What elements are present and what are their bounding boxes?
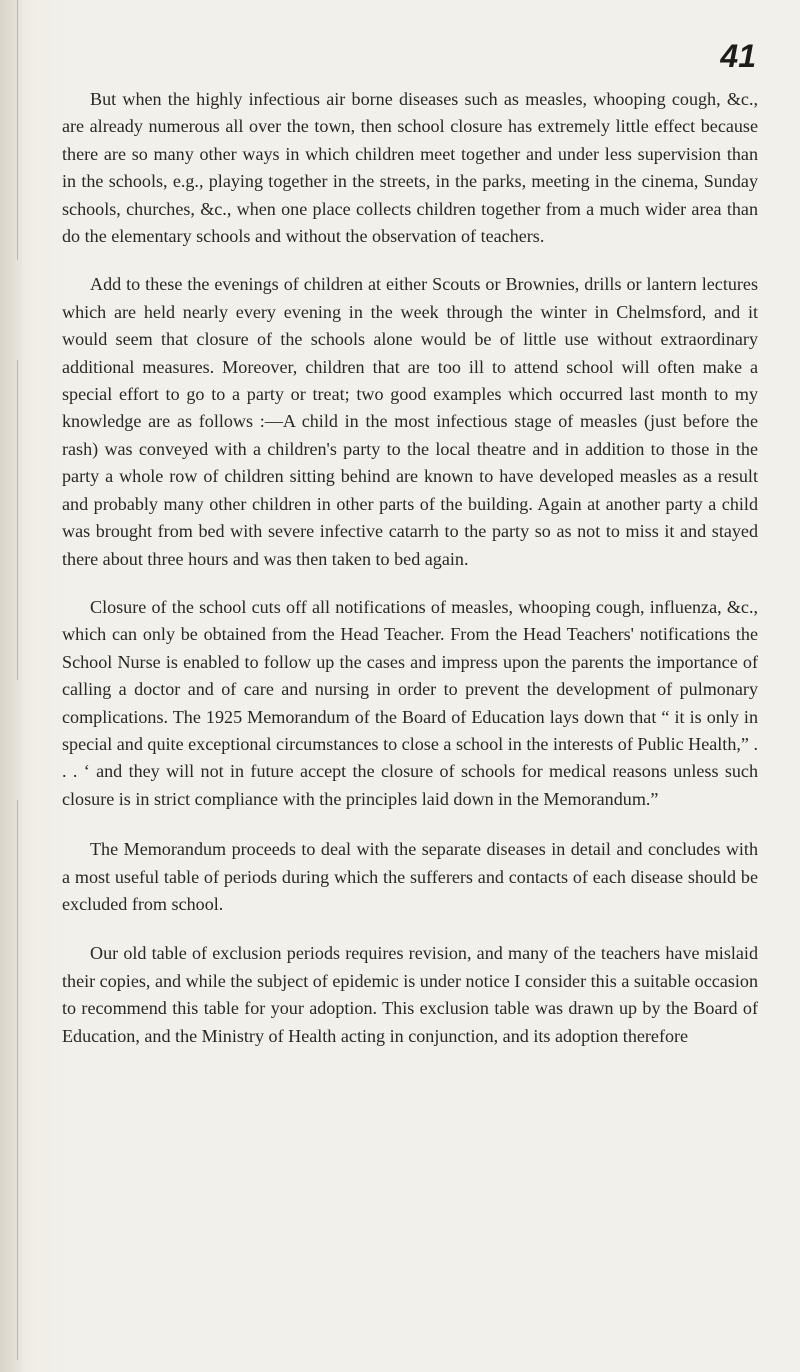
paragraph-notifications: Closure of the school cuts off all notifications of measles, whooping cough, influenza, &c., which can only be obtained from the Head Teacher. From the Head Teachers' notifications the School Nurse is enabled to follow up the cases and impress upon the parents the importance of calling a doctor and of care and nursing in order to prevent the development of pulmonary complications. The 1925 Memorandum of the Board of Education lays down that “ it is only in special and quite exceptional circumstances to close a school in the interests of Public Health,” . . . ‘ and they will not in future accept the closure of schools for medical reasons unless such closure is in strict compliance with the principles laid down in the Memorandum.” <box>62 596 758 809</box>
paragraph-evening-activities: Add to these the evenings of children at either Scouts or Brownies, drills or lantern lectures which are held nearly every evening in the week through the winter in Chelmsford, and it would seem that closure of the schools alone would be of little use without extraordinary additional measures. Moreover, children that are too ill to attend school will often make a special effort to go to a party or treat; two good examples which occurred last month to my knowledge are as follows :—A child in the most infectious stage of measles (just before the rash) was conveyed with a children's party to the local theatre and in addition to those in the party a whole row of children sitting behind are known to have developed measles as a result and probably many other children in other parts of the building. Again at another party a child was brought from bed with severe infective catarrh to the party so as not to miss it and stayed there about three hours and was then taken to bed again. <box>62 274 758 569</box>
paragraph-exclusion-table: Our old table of exclusion periods requires revision, and many of the teachers have mislaid their copies, and while the subject of epidemic is under notice I consider this a suitable occasion to recommend this table for your adoption. This exclusion table was drawn up by the Board of Education, and the Ministry of Health acting in conjunction, and its adoption therefore <box>62 943 758 1046</box>
body-text <box>62 86 758 1050</box>
page-number: 41 <box>720 38 756 74</box>
paragraph-memorandum: The Memorandum proceeds to deal with the separate diseases in detail and concludes with a most useful table of periods during which the sufferers and contacts of each disease should be excluded from school. <box>62 839 758 914</box>
page-binding-edge <box>0 0 22 1372</box>
binding-shadow-line <box>17 360 18 680</box>
binding-shadow-line <box>17 800 18 1360</box>
paragraph-school-closure-effect: But when the highly infectious air borne diseases such as measles, whooping cough, &c., are already numerous all over the town, then school closure has extremely little effect because there are so many other ways in which children meet together and under less supervision than in the schools, e.g., playing together in the streets, in the parks, meeting in the cinema, Sunday schools, churches, &c., when one place collects children together from a much wider area than do the elementary schools and without the observation of teachers. <box>62 89 758 247</box>
binding-shadow-line <box>17 0 18 260</box>
